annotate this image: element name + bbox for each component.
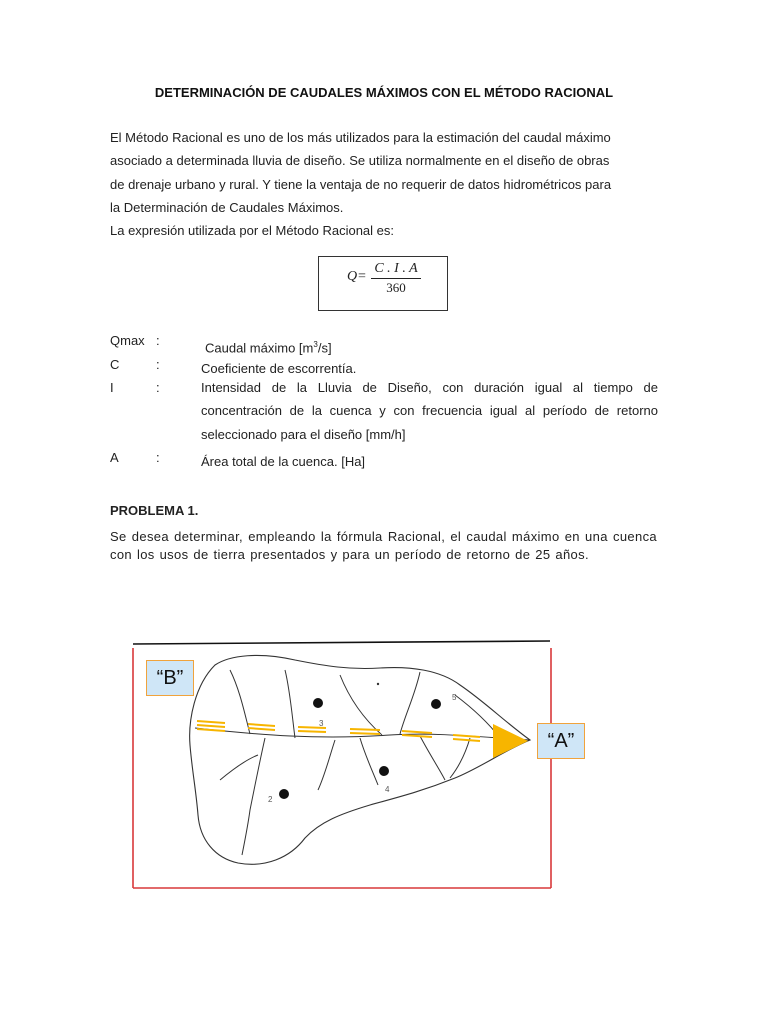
zone-marker-small xyxy=(377,683,379,685)
zone-number-5: 5 xyxy=(452,693,457,702)
definition-text: Coeficiente de escorrentía. xyxy=(201,361,357,376)
zone-number-2: 2 xyxy=(268,795,273,804)
definition-colon: : xyxy=(156,333,160,348)
problem-text: Se desea determinar, empleando la fórmula Racional, el caudal máximo en una cuenca con los usos de tierra presentados y para un período de retorno de 25 años. xyxy=(110,529,657,562)
superscript: 3 xyxy=(313,340,318,349)
formula-fraction xyxy=(371,261,421,296)
intro-line: la Determinación de Caudales Máximos. xyxy=(110,199,344,215)
document-title: DETERMINACIÓN DE CAUDALES MÁXIMOS CON EL MÉTODO RACIONAL xyxy=(154,85,614,100)
tributary xyxy=(318,740,335,790)
definition-symbol: C xyxy=(110,357,120,372)
tributary xyxy=(220,755,258,780)
basin-outline xyxy=(190,655,530,864)
definition-text xyxy=(201,376,658,446)
intro-line: de drenaje urbano y rural. Y tiene la ventaja de no requerir de datos hidrométricos para xyxy=(110,176,612,192)
definition-line: Intensidad de la Lluvia de Diseño, con duración igual al tiempo de xyxy=(201,380,658,395)
problem-heading: PROBLEMA 1. xyxy=(110,503,199,518)
definition-symbol: I xyxy=(110,380,114,395)
definition-colon: : xyxy=(156,357,160,372)
definition-symbol: Qmax xyxy=(110,333,145,348)
watershed-figure xyxy=(120,630,590,895)
definition-symbol: A xyxy=(110,450,119,465)
definition-line: seleccionado para el diseño [mm/h] xyxy=(201,426,406,442)
flow-arrow-icon xyxy=(493,724,528,758)
intro-paragraph xyxy=(110,126,660,242)
definition-text-part: Caudal máximo [m xyxy=(205,340,314,356)
top-rule xyxy=(133,641,550,644)
intro-line: asociado a determinada lluvia de diseño. Se utiliza normalmente en el diseño de obras xyxy=(110,153,610,169)
zone-marker xyxy=(279,789,289,799)
label-a: “A” xyxy=(537,723,585,759)
tributary xyxy=(420,736,445,780)
tributary xyxy=(360,738,378,785)
tributary xyxy=(230,670,250,734)
definition-line: concentración de la cuenca y con frecuencia igual al período de retorno xyxy=(201,403,658,419)
definition-colon: : xyxy=(156,450,160,465)
formula-lhs: Q= xyxy=(347,269,367,284)
intro-line: La expresión utilizada por el Método Racional es: xyxy=(110,223,395,239)
definition-text xyxy=(205,333,662,360)
zone-number-4: 4 xyxy=(385,785,390,794)
zone-marker xyxy=(313,698,323,708)
flow-path-dashes xyxy=(197,721,480,741)
formula-denominator: 360 xyxy=(386,280,406,295)
definition-text: Área total de la cuenca. [Ha] xyxy=(201,454,366,469)
zone-marker xyxy=(431,699,441,709)
zone-marker xyxy=(379,766,389,776)
zone-number-3: 3 xyxy=(319,719,324,728)
formula-box xyxy=(318,256,448,311)
tributary xyxy=(340,675,382,735)
intro-line: El Método Racional es uno de los más utilizados para la estimación del caudal máximo xyxy=(110,130,611,145)
tributary xyxy=(242,738,265,855)
formula-numerator: C . I . A xyxy=(371,261,421,279)
tributary xyxy=(285,670,295,738)
definition-text-part: /s] xyxy=(317,340,332,356)
label-b: “B” xyxy=(146,660,194,696)
tributary xyxy=(400,672,420,734)
definition-colon: : xyxy=(156,380,160,395)
